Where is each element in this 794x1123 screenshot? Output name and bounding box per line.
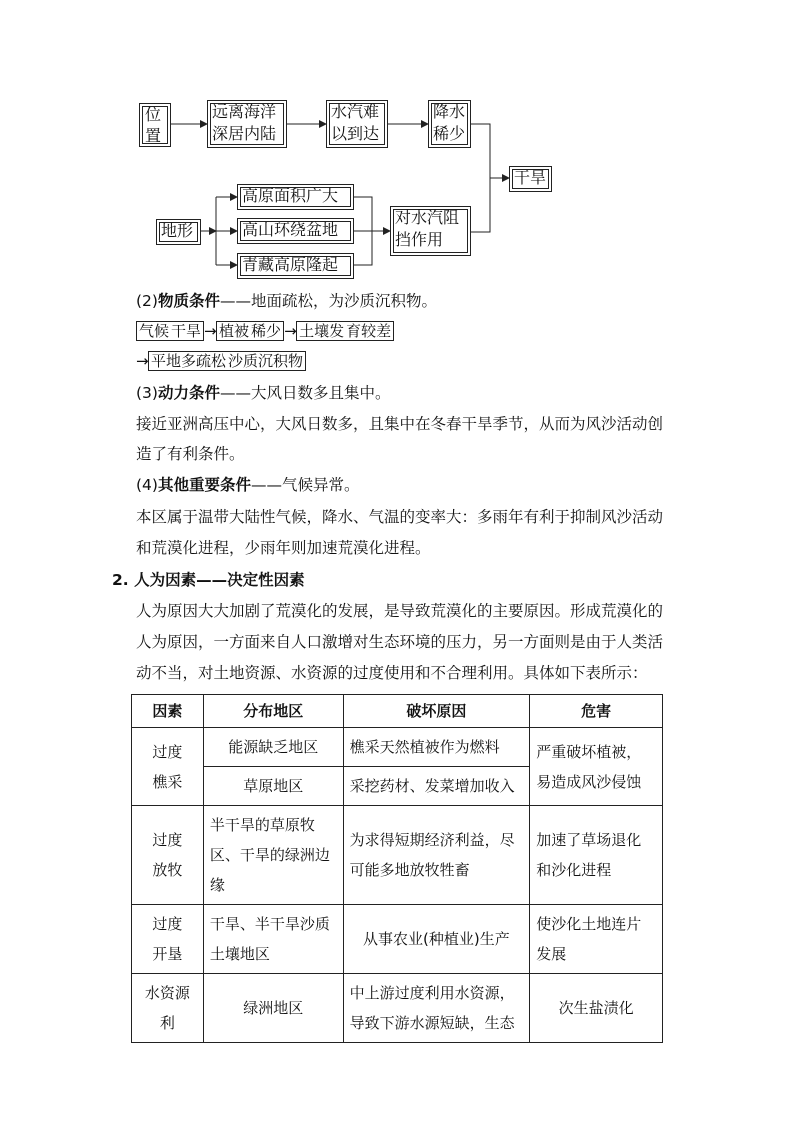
cell-text: 干旱、半干旱沙质 xyxy=(209,915,330,933)
table-cell-cause xyxy=(343,806,530,905)
table-cell-factor xyxy=(132,974,204,1043)
chain-drought: 干旱 xyxy=(171,322,202,340)
cell-text: 严重破坏植被， xyxy=(536,742,642,761)
deep-inland-text: 深居内陆 xyxy=(212,124,277,143)
table-cell-area: 能源缺乏地区 xyxy=(203,728,343,767)
chain-arrow-3: → xyxy=(136,352,149,370)
table-row xyxy=(132,728,663,767)
other-para-2: 和荒漠化进程，少雨年则加速荒漠化进程。 xyxy=(136,539,431,557)
cell-text: 可能多地放牧牲畜 xyxy=(349,861,470,879)
cell-text: 缘 xyxy=(209,876,225,894)
table-cell-cause: 采挖药材、发菜增加收入 xyxy=(343,767,530,806)
chain-arrow-2: → xyxy=(284,322,297,340)
cell-text: 樵采 xyxy=(152,772,183,791)
cell-text: 过度 xyxy=(152,915,183,933)
table-header: 因素 xyxy=(132,695,204,728)
table-header: 分布地区 xyxy=(203,695,343,728)
tibet-uplift-text: 青藏高原隆起 xyxy=(242,255,339,274)
mountains-basin-text: 高山环绕盆地 xyxy=(242,220,339,239)
table-cell-factor xyxy=(132,905,204,974)
other-heading-num: (4) xyxy=(136,476,158,494)
dynamic-heading xyxy=(136,382,391,404)
cell-text: 发展 xyxy=(536,945,567,963)
table-cell-harm: 次生盐渍化 xyxy=(530,974,663,1043)
human-heading: 2. 人为因素——决定性因素 xyxy=(112,571,305,589)
cell-text: 使沙化土地连片 xyxy=(536,915,642,933)
table-cell-area xyxy=(203,905,343,974)
table-cell-factor xyxy=(132,806,204,905)
box-position-label: 位置 xyxy=(145,105,162,145)
dynamic-para-1: 接近亚洲高压中心，大风日数多，且集中在冬春干旱季节，从而为风沙活动创 xyxy=(136,415,664,433)
box-vapor-hard xyxy=(326,100,388,148)
cell-text: 水资源 xyxy=(144,984,190,1002)
cell-text: 中上游过度利用水资源， xyxy=(349,984,515,1002)
table-header: 危害 xyxy=(530,695,663,728)
cell-text: 过度 xyxy=(152,831,183,849)
chain-box-soil xyxy=(296,321,394,341)
cell-text: 为求得短期经济利益，尽 xyxy=(349,831,515,849)
block-vapor-text-1: 对水汽阻 xyxy=(395,208,460,227)
cell-text: 区、干旱的绿洲边 xyxy=(209,846,330,864)
other-heading-rest: ——气候异常。 xyxy=(250,476,360,494)
chain-poor: 育较差 xyxy=(346,322,392,340)
table-cell-cause: 从事农业(种植业)生产 xyxy=(343,905,530,974)
scarce-text: 稀少 xyxy=(433,124,466,143)
dynamic-heading-rest: ——大风日数多且集中。 xyxy=(219,384,391,402)
table-cell-area: 绿洲地区 xyxy=(203,974,343,1043)
cell-text: 土壤地区 xyxy=(209,945,270,963)
cell-text: 半干旱的草原牧 xyxy=(209,816,315,834)
chain-arrow-1: → xyxy=(204,322,217,340)
chain-soil: 土壤发 xyxy=(299,322,345,340)
material-chain-2 xyxy=(136,349,306,373)
cell-text: 过度 xyxy=(152,742,183,761)
box-mountains-basin xyxy=(237,218,354,244)
material-heading xyxy=(136,290,437,312)
human-para-1: 人为原因大大加剧了荒漠化的发展，是导致荒漠化的主要原因。形成荒漠化的 xyxy=(136,602,664,620)
material-heading-title: 物质条件 xyxy=(157,292,220,310)
human-para-3: 动不当，对土地资源、水资源的过度使用和不合理利用。具体如下表所示： xyxy=(136,664,648,682)
plateau-large-text: 高原面积广大 xyxy=(242,186,339,205)
table-header: 破坏原因 xyxy=(343,695,530,728)
table-cell-area xyxy=(203,806,343,905)
human-factors-table xyxy=(131,694,663,1043)
table-cell-cause xyxy=(343,974,530,1043)
box-block-vapor xyxy=(390,206,471,256)
box-precip-scarce xyxy=(428,100,471,148)
table-cell-cause: 樵采天然植被作为燃料 xyxy=(343,728,530,767)
material-heading-num: (2) xyxy=(136,292,158,310)
cell-text: 开垦 xyxy=(152,945,183,963)
cell-text: 易造成风沙侵蚀 xyxy=(536,772,642,791)
to-reach-text: 以到达 xyxy=(331,124,380,143)
cell-text: 导致下游水源短缺，生态 xyxy=(349,1014,515,1032)
table-cell-factor xyxy=(132,728,204,806)
table-cell-harm xyxy=(530,806,663,905)
box-geo-location xyxy=(207,100,287,148)
chain-loose: 平地多疏松 xyxy=(151,352,227,370)
block-vapor-text-2: 挡作用 xyxy=(395,230,444,249)
material-chain-1 xyxy=(136,319,394,343)
chain-box-sediment xyxy=(148,351,306,371)
cell-text: 放牧 xyxy=(152,861,183,879)
box-plateau-large xyxy=(237,184,354,210)
chain-box-climate xyxy=(136,321,204,341)
chain-sparse: 稀少 xyxy=(251,322,282,340)
table-cell-area: 草原地区 xyxy=(203,767,343,806)
table-row xyxy=(132,974,663,1043)
terrain-text: 地形 xyxy=(161,221,194,240)
other-heading xyxy=(136,474,360,496)
far-from-ocean-text: 远离海洋 xyxy=(212,102,277,121)
table-row xyxy=(132,905,663,974)
vapor-hard-text: 水汽难 xyxy=(331,102,380,121)
other-heading-title: 其他重要条件 xyxy=(157,476,251,494)
material-heading-rest: ——地面疏松，为沙质沉积物。 xyxy=(219,292,437,310)
chain-sediment: 沙质沉积物 xyxy=(228,352,304,370)
other-para-1: 本区属于温带大陆性气候，降水、气温的变率大：多雨年有利于抑制风沙活动 xyxy=(136,508,664,526)
dynamic-heading-title: 动力条件 xyxy=(157,384,220,402)
dynamic-para-2: 造了有利条件。 xyxy=(136,445,245,463)
table-cell-harm xyxy=(530,905,663,974)
box-drought xyxy=(509,166,552,192)
drought-text: 干旱 xyxy=(514,168,547,187)
chain-vegetation: 植被 xyxy=(219,322,250,340)
cell-text: 加速了草场退化 xyxy=(536,831,642,849)
table-row xyxy=(132,806,663,905)
table-header-row xyxy=(132,695,663,728)
box-tibet-uplift xyxy=(237,253,354,279)
human-para-2: 人为原因，一方面来自人口激增对生态环境的压力，另一方面则是由于人类活 xyxy=(136,633,664,651)
cell-text: 利 xyxy=(159,1014,175,1032)
box-terrain xyxy=(156,219,201,245)
box-position xyxy=(139,103,171,147)
chain-climate: 气候 xyxy=(139,322,170,340)
table-cell-harm xyxy=(530,728,663,806)
cell-text: 和沙化进程 xyxy=(536,861,612,879)
dynamic-heading-num: (3) xyxy=(136,384,158,402)
chain-box-vegetation xyxy=(216,321,284,341)
precip-text: 降水 xyxy=(433,102,466,121)
